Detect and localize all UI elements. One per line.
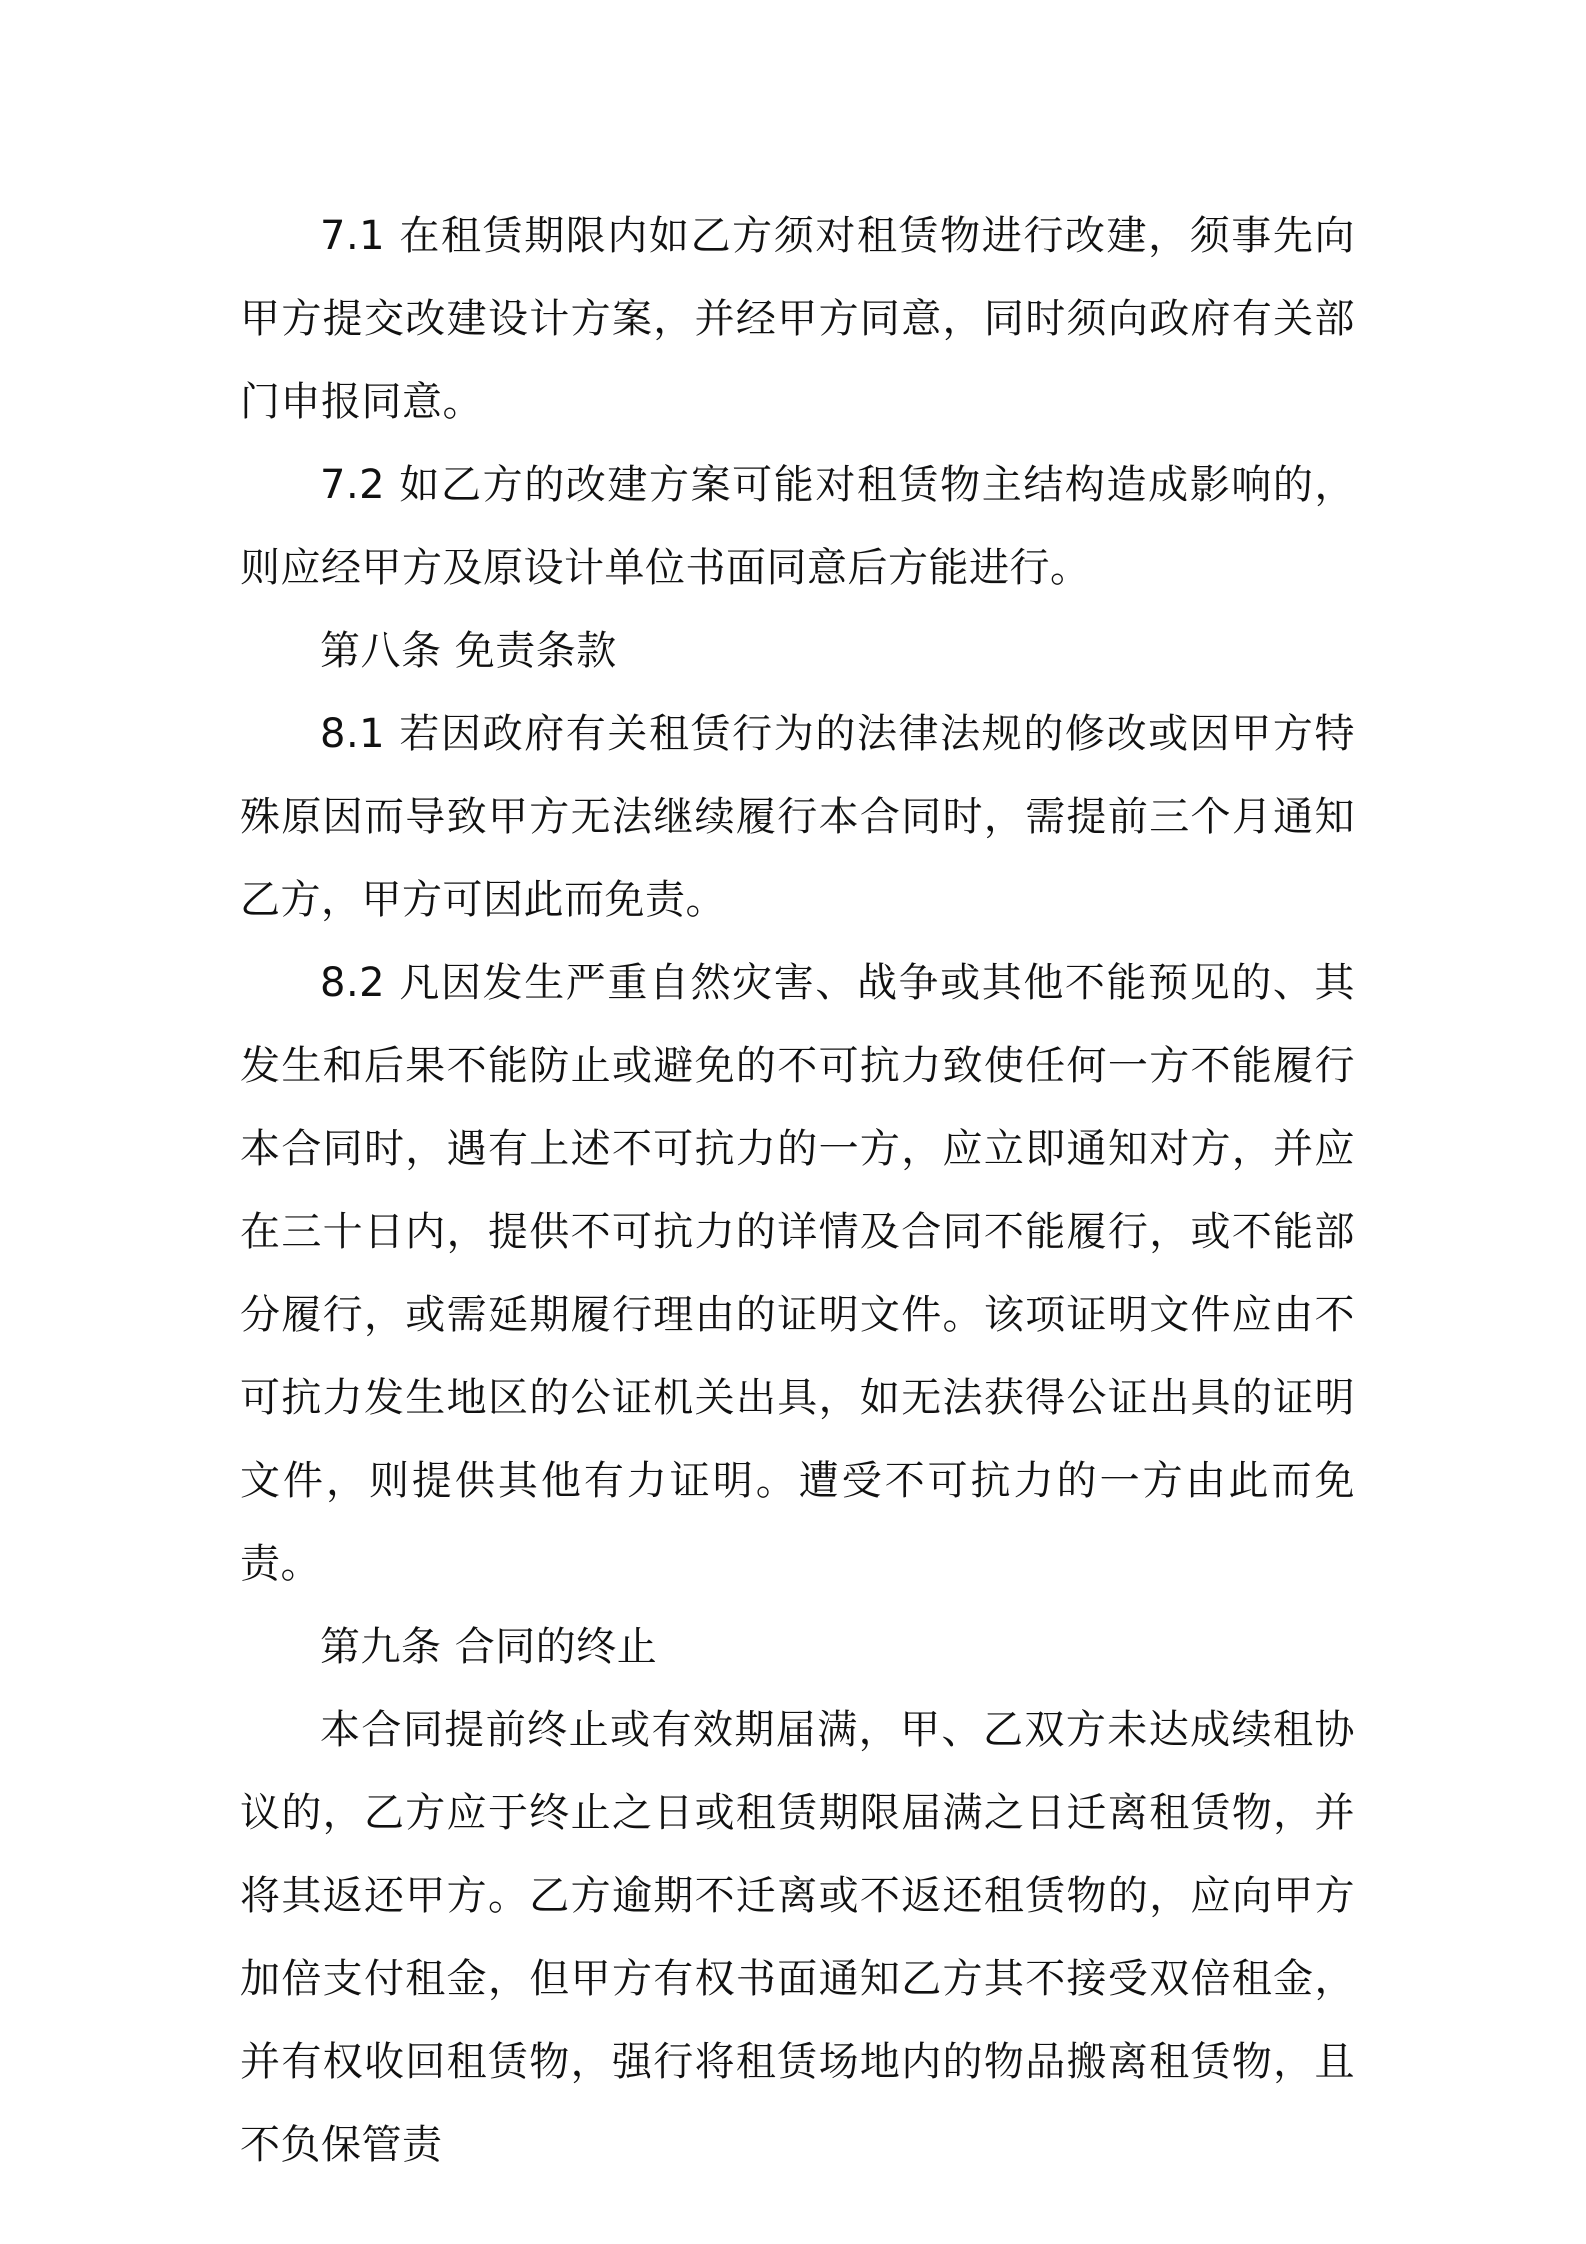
clause-7-2: 7.2 如乙方的改建方案可能对租赁物主结构造成影响的，则应经甲方及原设计单位书面同意后方能进行。 <box>240 462 1355 591</box>
clause-7-1: 7.1 在租赁期限内如乙方须对租赁物进行改建，须事先向甲方提交改建设计方案，并经甲方同意，同时须向政府有关部门申报同意。 <box>240 213 1355 425</box>
document-body <box>240 195 1355 2187</box>
article-8-heading: 第八条 免责条款 <box>320 628 617 674</box>
article-9-heading: 第九条 合同的终止 <box>320 1624 658 1670</box>
clause-8-1: 8.1 若因政府有关租赁行为的法律法规的修改或因甲方特殊原因而导致甲方无法继续履行本合同时，需提前三个月通知乙方，甲方可因此而免责。 <box>240 711 1355 923</box>
termination-paragraph: 本合同提前终止或有效期届满，甲、乙双方未达成续租协议的，乙方应于终止之日或租赁期限届满之日迁离租赁物，并将其返还甲方。乙方逾期不迁离或不返还租赁物的，应向甲方加倍支付租金，但甲方有权书面通知乙方其不接受双倍租金，并有权收回租赁物，强行将租赁场地内的物品搬离租赁物，且不负保管责 <box>240 1707 1355 2168</box>
clause-8-2: 8.2 凡因发生严重自然灾害、战争或其他不能预见的、其发生和后果不能防止或避免的不可抗力致使任何一方不能履行本合同时，遇有上述不可抗力的一方，应立即通知对方，并应在三十日内，提供不可抗力的详情及合同不能履行，或不能部分履行，或需延期履行理由的证明文件。该项证明文件应由不可抗力发生地区的公证机关出具，如无法获得公证出具的证明文件，则提供其他有力证明。遭受不可抗力的一方由此而免责。 <box>240 960 1355 1587</box>
